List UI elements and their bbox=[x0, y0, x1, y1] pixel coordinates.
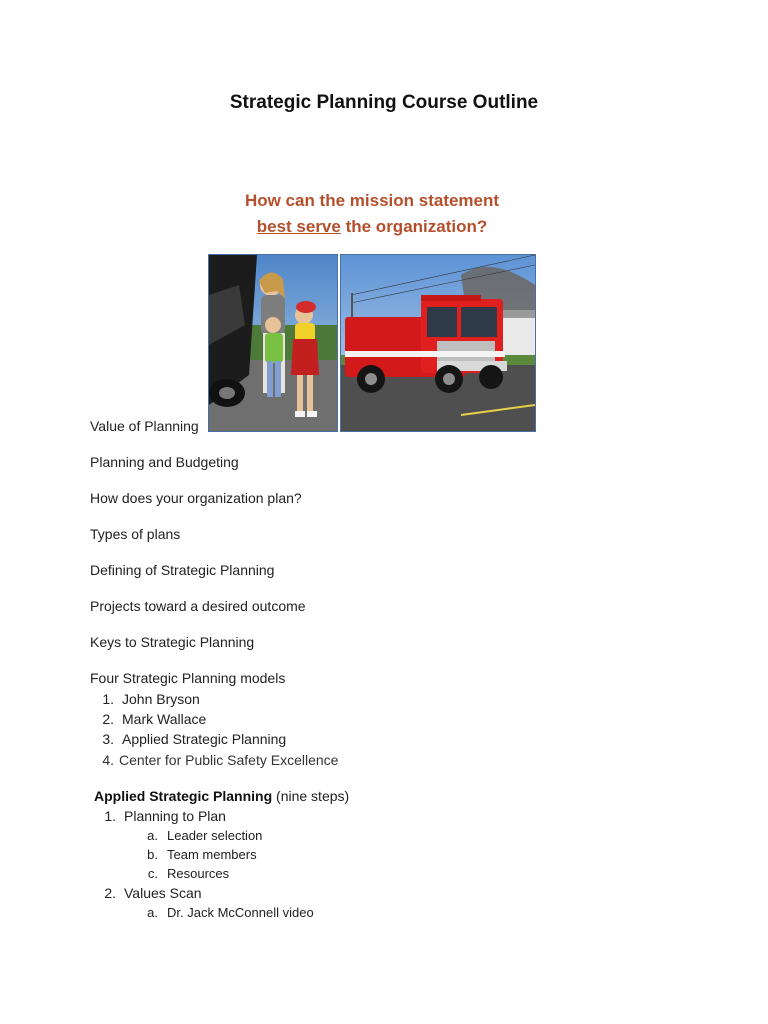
list-label: Applied Strategic Planning bbox=[122, 731, 287, 747]
list-label: Dr. Jack McConnell video bbox=[167, 905, 314, 920]
applied-heading bbox=[94, 788, 349, 804]
list-label: John Bryson bbox=[122, 691, 200, 707]
list-item bbox=[144, 828, 262, 843]
list-label: Planning to Plan bbox=[124, 808, 226, 824]
caption-rest: the organization? bbox=[340, 217, 488, 236]
figure-caption bbox=[208, 188, 536, 240]
list-label: Resources bbox=[167, 866, 230, 881]
topic-organization-plan: How does your organization plan? bbox=[90, 490, 302, 506]
list-number: b. bbox=[147, 847, 158, 862]
list-number: 1. bbox=[104, 808, 116, 824]
list-number: a. bbox=[147, 905, 158, 920]
photo-family-by-car bbox=[208, 254, 338, 432]
list-number: c. bbox=[147, 866, 158, 881]
caption-line-1: How can the mission statement bbox=[244, 191, 500, 210]
topic-defining-strategic-planning: Defining of Strategic Planning bbox=[90, 562, 275, 578]
page-title: Strategic Planning Course Outline bbox=[229, 92, 539, 113]
list-item bbox=[90, 691, 200, 707]
list-item bbox=[90, 711, 206, 727]
list-item bbox=[92, 808, 226, 824]
list-label: Mark Wallace bbox=[122, 711, 207, 727]
list-label: Leader selection bbox=[167, 828, 263, 843]
topic-planning-budgeting: Planning and Budgeting bbox=[90, 454, 239, 470]
list-label: Values Scan bbox=[124, 885, 202, 901]
list-item bbox=[92, 885, 202, 901]
list-item bbox=[90, 752, 338, 768]
list-number: 2. bbox=[104, 885, 116, 901]
caption-line-2 bbox=[208, 214, 536, 240]
caption-emphasis: best serve bbox=[256, 217, 341, 236]
list-number: 4. bbox=[102, 752, 114, 768]
topic-types-of-plans: Types of plans bbox=[90, 526, 181, 542]
list-number: 3. bbox=[102, 731, 114, 747]
list-item bbox=[144, 847, 257, 862]
applied-heading-bold: Applied Strategic Planning bbox=[94, 788, 273, 804]
list-label: Center for Public Safety Excellence bbox=[119, 752, 339, 768]
list-number: 1. bbox=[102, 691, 114, 707]
mission-statement-figure bbox=[208, 180, 536, 432]
topic-projects-outcome: Projects toward a desired outcome bbox=[90, 598, 306, 614]
list-item bbox=[144, 905, 314, 920]
topic-value-of-planning: Value of Planning bbox=[90, 418, 199, 434]
photo-fire-engine bbox=[340, 254, 536, 432]
applied-heading-rest: (nine steps) bbox=[272, 788, 350, 804]
list-item bbox=[144, 866, 229, 881]
topic-four-models: Four Strategic Planning models bbox=[90, 670, 286, 686]
list-number: a. bbox=[147, 828, 158, 843]
list-label: Team members bbox=[167, 847, 257, 862]
list-number: 2. bbox=[102, 711, 114, 727]
topic-keys-strategic-planning: Keys to Strategic Planning bbox=[90, 634, 255, 650]
list-item bbox=[90, 731, 286, 747]
